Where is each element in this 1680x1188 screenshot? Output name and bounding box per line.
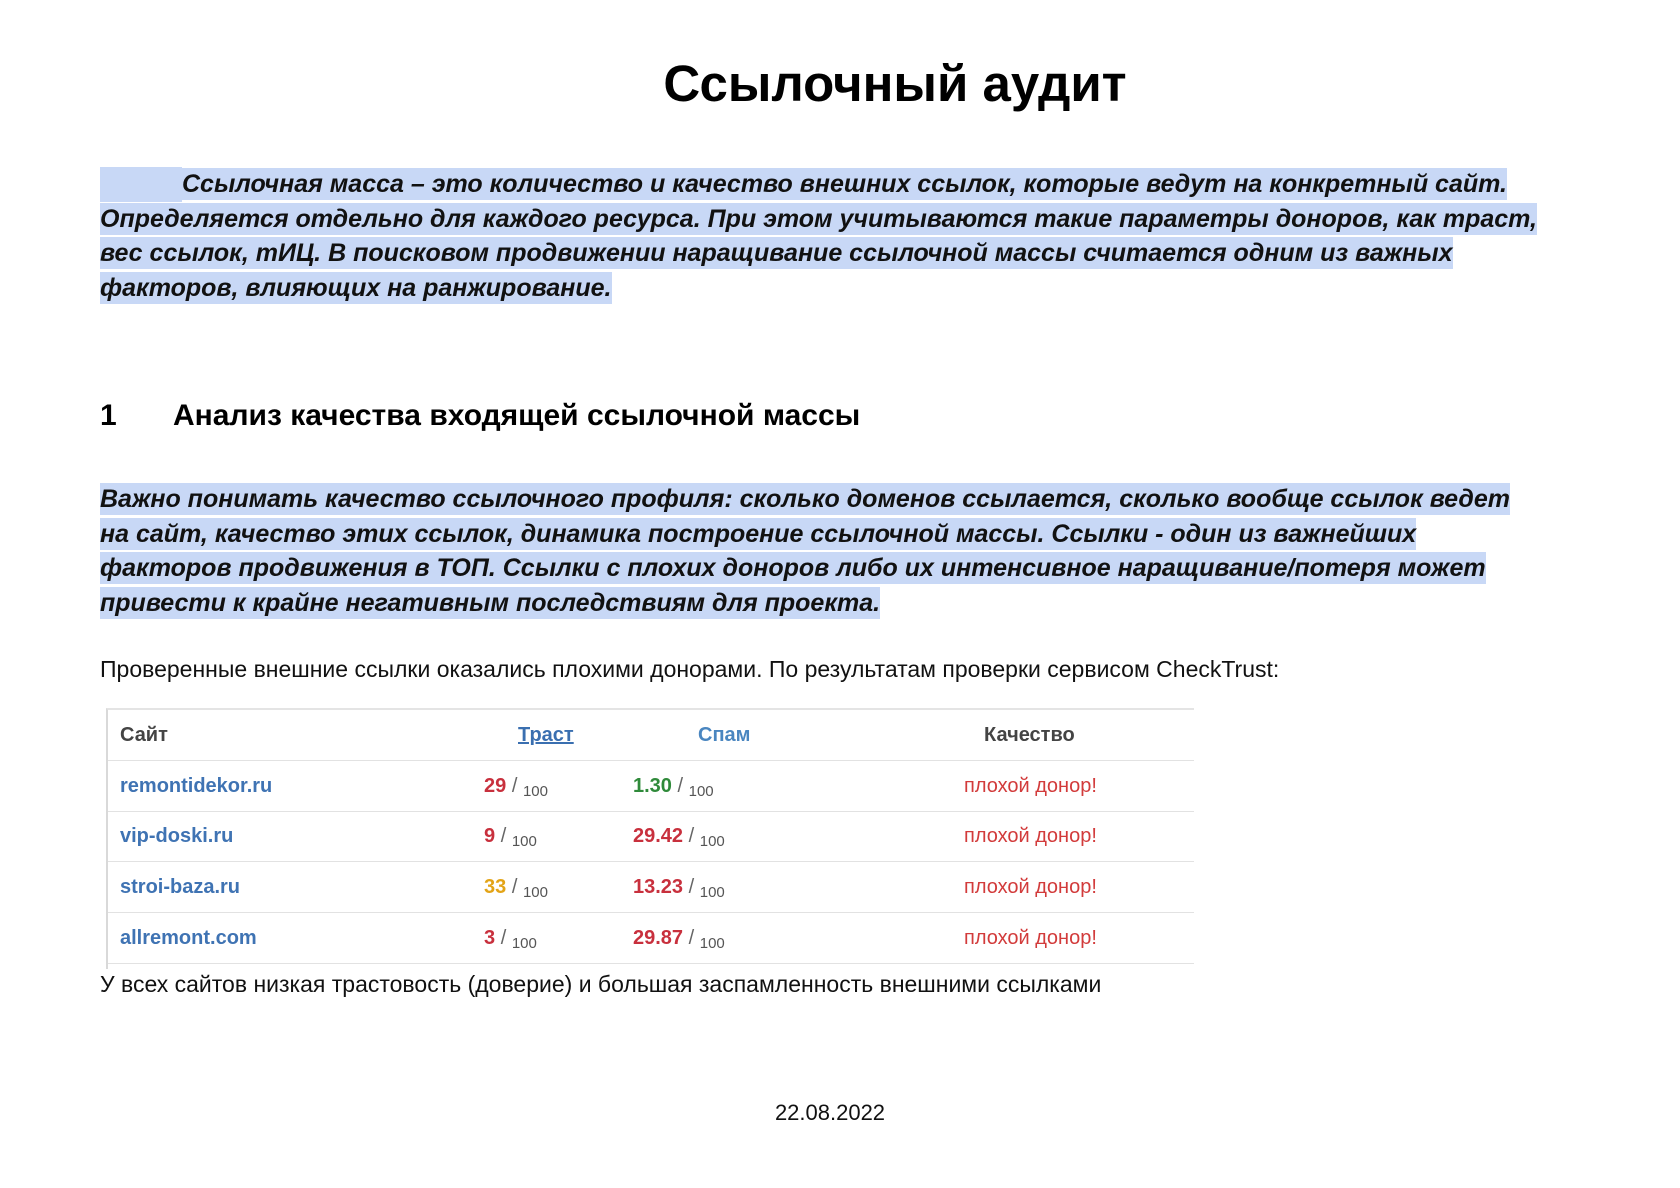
trust-score [484, 761, 548, 811]
table-row [108, 913, 1194, 964]
trust-score [484, 811, 537, 861]
spam-score [633, 862, 725, 912]
important-paragraph [100, 482, 1540, 620]
trust-max: 100 [511, 935, 537, 952]
spam-score [633, 913, 725, 963]
site-link[interactable]: vip-doski.ru [120, 825, 234, 847]
header-spam: Спам [698, 724, 751, 746]
score-separator: / [500, 825, 507, 847]
section-heading [100, 399, 860, 433]
table-header-row [108, 710, 1194, 761]
score-separator: / [511, 876, 518, 898]
score-separator: / [688, 927, 695, 949]
score-separator: / [688, 876, 695, 898]
important-text: Важно понимать качество ссылочного профиля: сколько доменов ссылается, сколько вообще ссылок ведет на сайт, качество этих ссылок, динамика построение ссылочной массы. Ссылки - один из важнейших факторов продвижения в ТОП. Ссылки с плохих доноров либо их интенсивное наращивание/потеря может привести к крайне негативным последствиям для проекта. [100, 485, 1510, 617]
section-title: Анализ качества входящей ссылочной массы [173, 399, 861, 432]
score-separator: / [677, 775, 684, 797]
intro-text: Ссылочная масса – это количество и качество внешних ссылок, которые ведут на конкретный сайт. Определяется отдельно для каждого ресурса. При этом учитываются такие параметры доноров, как траст, вес ссылок, тИЦ. В поисковом продвижении наращивание ссылочной массы считается одним из важных факторов, влияющих на ранжирование. [100, 170, 1537, 302]
trust-max: 100 [511, 833, 537, 850]
spam-score [633, 761, 714, 811]
table-row [108, 862, 1194, 913]
quality-status: плохой донор! [964, 876, 1097, 898]
conclusion-text: У всех сайтов низкая трастовость (доверие) и большая заспамленность внешними ссылками [100, 971, 1102, 997]
spam-max: 100 [699, 935, 725, 952]
site-link[interactable]: allremont.com [120, 927, 257, 949]
trust-value: 3 [484, 927, 496, 949]
spam-value: 1.30 [633, 775, 672, 797]
spam-value: 13.23 [633, 876, 684, 898]
quality-status: плохой донор! [964, 927, 1097, 949]
spam-value: 29.87 [633, 927, 684, 949]
spam-max: 100 [699, 884, 725, 901]
intro-paragraph [100, 167, 1540, 305]
spam-max: 100 [688, 783, 714, 800]
quality-status: плохой донор! [964, 775, 1097, 797]
score-separator: / [500, 927, 507, 949]
header-quality: Качество [984, 724, 1075, 746]
table-row [108, 761, 1194, 812]
spam-value: 29.42 [633, 825, 684, 847]
trust-score [484, 913, 537, 963]
spam-score [633, 811, 725, 861]
quality-status: плохой донор! [964, 825, 1097, 847]
checked-text: Проверенные внешние ссылки оказались плохими донорами. По результатам проверки сервисом CheckTrust: [100, 656, 1280, 682]
header-site: Сайт [120, 724, 168, 746]
score-separator: / [688, 825, 695, 847]
site-link[interactable]: stroi-baza.ru [120, 876, 241, 898]
trust-score [484, 862, 548, 912]
checktrust-table [106, 708, 1194, 969]
trust-value: 9 [484, 825, 496, 847]
site-link[interactable]: remontidekor.ru [120, 775, 273, 797]
page-title: Ссылочный аудит [663, 55, 1127, 112]
section-number: 1 [100, 399, 117, 432]
trust-value: 29 [484, 775, 507, 797]
table-row [108, 811, 1194, 862]
score-separator: / [511, 775, 518, 797]
paragraph-indent [100, 167, 182, 202]
trust-value: 33 [484, 876, 507, 898]
spam-max: 100 [699, 833, 725, 850]
footer-date: 22.08.2022 [774, 1100, 886, 1125]
header-trust-link[interactable]: Траст [518, 724, 574, 746]
trust-max: 100 [522, 783, 548, 800]
trust-max: 100 [522, 884, 548, 901]
